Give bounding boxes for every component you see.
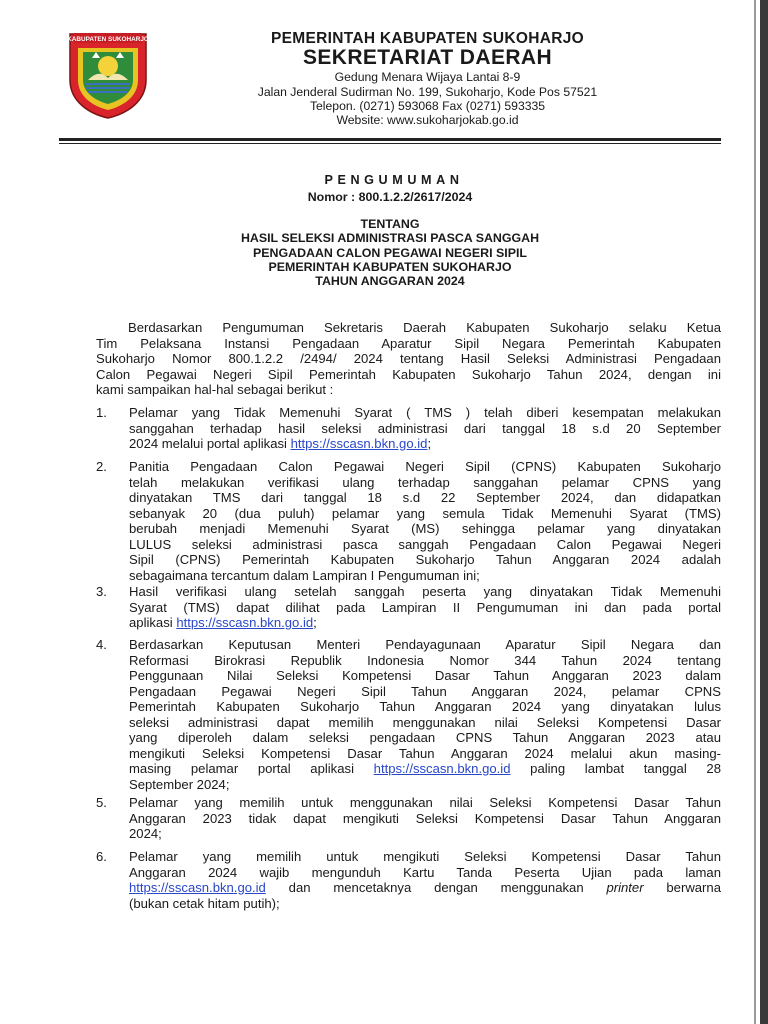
phone: Telepon. (0271) 593068 Fax (0271) 593335 bbox=[309, 99, 546, 113]
list-item-1 bbox=[129, 405, 721, 452]
intro-line: Berdasarkan Pengumuman Sekretaris Daerah Kabupaten Sukoharjo selaku Ketua bbox=[128, 320, 721, 335]
item-number: 6. bbox=[96, 849, 107, 864]
list-item-3 bbox=[129, 584, 721, 631]
letterhead-rule bbox=[59, 138, 721, 141]
item-line: Pelamar yang Tidak Memenuhi Syarat ( TMS ) telah diberi kesempatan melakukan bbox=[129, 405, 721, 420]
item-line: yang diperoleh dalam seleksi pengadaan CPNS Tahun Anggaran 2023 atau bbox=[129, 730, 721, 745]
office-name: SEKRETARIAT DAERAH bbox=[302, 46, 553, 69]
sukoharjo-emblem-icon bbox=[66, 28, 150, 120]
list-item-2 bbox=[129, 459, 721, 583]
building: Gedung Menara Wijaya Lantai 8-9 bbox=[334, 70, 521, 84]
item-number: 1. bbox=[96, 405, 107, 420]
item-line: 2024; bbox=[129, 826, 162, 841]
item-line: (bukan cetak hitam putih); bbox=[129, 895, 280, 911]
item-line: LULUS seleksi administrasi pasca sanggah Pengadaan Calon Pegawai Negeri bbox=[129, 536, 721, 552]
doc-title: PENGUMUMAN bbox=[324, 173, 464, 187]
item-number: 5. bbox=[96, 795, 107, 810]
emblem-label: KABUPATEN SUKOHARJO bbox=[67, 36, 149, 43]
item-line: seleksi administrasi dapat memilih menggunakan nilai Seleksi Kompetensi Dasar bbox=[129, 714, 721, 730]
intro-line: kami sampaikan hal-hal sebagai berikut : bbox=[96, 382, 334, 397]
list-item-4 bbox=[129, 637, 721, 792]
item-line: Reformasi Birokrasi Republik Indonesia Nomor 344 Tahun 2024 tentang bbox=[129, 652, 721, 668]
doc-subject-2: PENGADAAN CALON PEGAWAI NEGERI SIPIL bbox=[253, 246, 527, 260]
website: Website: www.sukoharjokab.go.id bbox=[336, 113, 519, 127]
sscasn-link[interactable]: https://sscasn.bkn.go.id bbox=[176, 615, 314, 630]
item-line: telah melakukan verifikasi ulang terhadap sanggahan pelamar CPNS yang bbox=[129, 474, 721, 490]
item-line: 2024 melalui portal aplikasi https://sscasn.bkn.go.id; bbox=[129, 436, 432, 451]
list-item-5 bbox=[129, 795, 721, 842]
item-line: https://sscasn.bkn.go.id dan mencetaknya dengan menggunakan printer berwarna bbox=[129, 880, 721, 895]
item-line: Pengadaan Pegawai Negeri Sipil Tahun Anggaran 2024, pelamar CPNS bbox=[129, 683, 721, 699]
item-line: sebanyak 20 (dua puluh) pelamar yang semula Tidak Memenuhi Syarat (TMS) bbox=[129, 505, 721, 521]
item-line: dinyatakan TMS dari tanggal 18 s.d 22 September 2024, dan didapatkan bbox=[129, 490, 721, 505]
item-line: Anggaran 2024 wajib mengunduh Kartu Tanda Peserta Ujian pada laman bbox=[129, 864, 721, 880]
intro-paragraph bbox=[96, 320, 721, 398]
sscasn-link[interactable]: https://sscasn.bkn.go.id bbox=[290, 436, 428, 451]
doc-subject-3: PEMERINTAH KABUPATEN SUKOHARJO bbox=[268, 260, 512, 274]
item-line: berubah menjadi Memenuhi Syarat (MS) sehingga pelamar yang dinyatakan bbox=[129, 521, 721, 536]
item-line: Penggunaan Nilai Seleksi Kompetensi Dasar Tahun Anggaran 2023 dalam bbox=[129, 668, 721, 683]
item-line: masing pelamar portal aplikasi https://sscasn.bkn.go.id paling lambat tanggal 28 bbox=[129, 761, 721, 776]
item-line: Panitia Pengadaan Calon Pegawai Negeri Sipil (CPNS) Kabupaten Sukoharjo bbox=[129, 459, 721, 474]
doc-number: Nomor : 800.1.2.2/2617/2024 bbox=[307, 190, 473, 204]
gov-name: PEMERINTAH KABUPATEN SUKOHARJO bbox=[271, 30, 584, 47]
item-line: Pemerintah Kabupaten Sukoharjo Tahun Anggaran 2024 yang dinyatakan lulus bbox=[129, 699, 721, 714]
item-number: 4. bbox=[96, 637, 107, 652]
intro-line: Calon Pegawai Negeri Sipil Pemerintah Kabupaten Sukoharjo Tahun 2024, dengan ini bbox=[96, 366, 721, 382]
item-line: Anggaran 2023 tidak dapat mengikuti Seleksi Kompetensi Dasar Tahun Anggaran bbox=[129, 810, 721, 826]
item-line: Hasil verifikasi ulang setelah sanggah peserta yang dinyatakan Tidak Memenuhi bbox=[129, 584, 721, 599]
doc-about: TENTANG bbox=[360, 217, 420, 231]
doc-subject-4: TAHUN ANGGARAN 2024 bbox=[315, 274, 465, 288]
item-number: 3. bbox=[96, 584, 107, 599]
item-line: sebagaimana tercantum dalam Lampiran I Pengumuman ini; bbox=[129, 567, 480, 583]
item-line: Pelamar yang memilih untuk menggunakan nilai Seleksi Kompetensi Dasar Tahun bbox=[129, 795, 721, 810]
doc-subject-1: HASIL SELEKSI ADMINISTRASI PASCA SANGGAH bbox=[240, 231, 540, 245]
item-line: Sipil (CPNS) Pemerintah Kabupaten Sukoharjo Tahun Anggaran 2024 adalah bbox=[129, 552, 721, 567]
item-line: sanggahan terhadap hasil seleksi administrasi dari tanggal 18 s.d 20 September bbox=[129, 420, 721, 436]
list-item-6 bbox=[129, 849, 721, 911]
item-line: Syarat (TMS) dapat dilihat pada Lampiran II Pengumuman ini dan pada portal bbox=[129, 599, 721, 615]
item-number: 2. bbox=[96, 459, 107, 474]
letterhead-rule-thin bbox=[59, 143, 721, 144]
item-line: Pelamar yang memilih untuk mengikuti Seleksi Kompetensi Dasar Tahun bbox=[129, 849, 721, 864]
address: Jalan Jenderal Sudirman No. 199, Sukoharjo, Kode Pos 57521 bbox=[257, 85, 598, 99]
sscasn-link[interactable]: https://sscasn.bkn.go.id bbox=[129, 880, 266, 895]
item-line: Berdasarkan Keputusan Menteri Pendayagunaan Aparatur Sipil Negara dan bbox=[129, 637, 721, 652]
intro-line: Tim Pelaksana Instansi Pengadaan Aparatur Sipil Negara Pemerintah Kabupaten bbox=[96, 335, 721, 351]
scan-edge bbox=[760, 0, 768, 1024]
intro-line: Sukoharjo Nomor 800.1.2.2 /2494/ 2024 tentang Hasil Seleksi Administrasi Pengadaan bbox=[96, 351, 721, 366]
item-line: mengikuti Seleksi Kompetensi Dasar Tahun Anggaran 2024 melalui akun masing- bbox=[129, 745, 721, 761]
item-line: September 2024; bbox=[129, 776, 230, 792]
scan-edge-shadow bbox=[754, 0, 756, 1024]
item-line: aplikasi https://sscasn.bkn.go.id; bbox=[129, 615, 317, 630]
sscasn-link[interactable]: https://sscasn.bkn.go.id bbox=[373, 761, 511, 776]
